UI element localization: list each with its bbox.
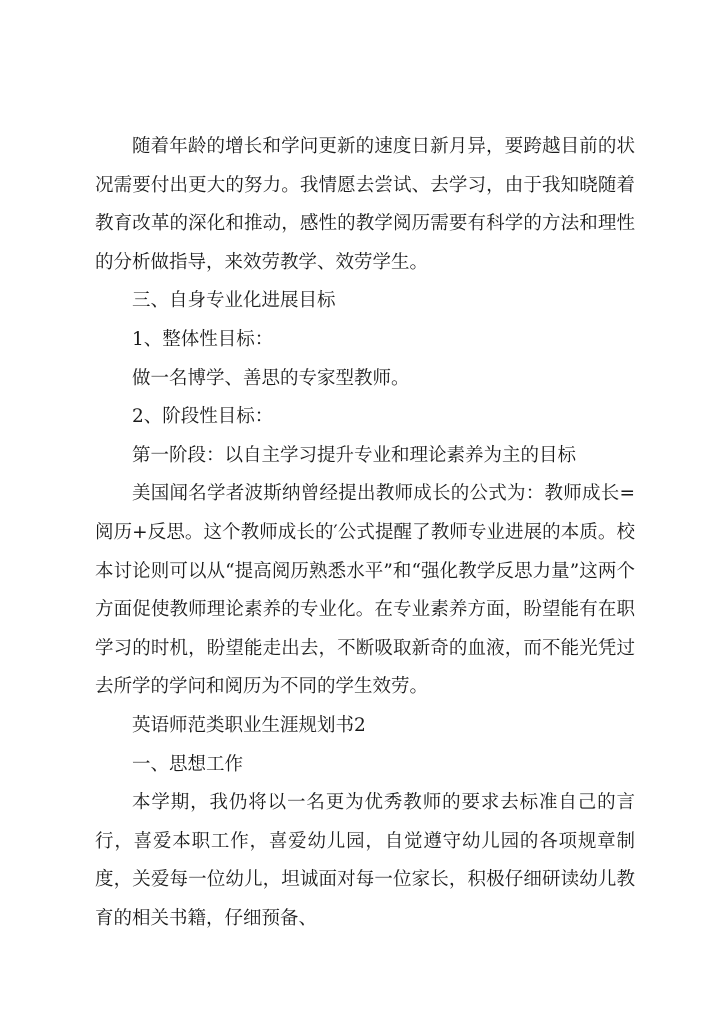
section-heading-professional-goals: 三、自身专业化进展目标 <box>132 290 336 312</box>
paragraph-semester-plan: 本学期，我仍将以一名更为优秀教师的要求去标准自己的言行，喜爱本职工作，喜爱幼儿园，自觉遵守幼儿园的各项规章制度，关爱每一位幼儿，坦诚面对每一位家长，积极仔细研读幼儿教育的相关书籍，仔细预备、 <box>95 792 635 929</box>
paragraph-stage-one: 第一阶段：以自主学习提升专业和理论素养为主的目标 <box>132 444 577 466</box>
document-body <box>95 128 635 938</box>
section-heading-ideology: 一、思想工作 <box>132 753 244 775</box>
paragraph-intro: 随着年龄的增长和学问更新的速度日新月异，要跨越目前的状况需要付出更大的努力。我情愿去尝试、去学习，由于我知晓随着教育改革的深化和推动，感性的教学阅历需要有科学的方法和理性的分析做指导，来效劳教学、效劳学生。 <box>95 136 635 273</box>
paragraph-overall-goal: 做一名博学、善思的专家型教师。 <box>132 367 410 389</box>
paragraph-teacher-growth: 美国闻名学者波斯纳曾经提出教师成长的公式为：教师成长=阅历+反思。这个教师成长的′公式提醒了教师专业进展的本质。校本讨论则可以从“提高阅历熟悉水平”和“强化教学反思力量”这两个方面促使教师理论素养的专业化。在专业素养方面，盼望能有在职学习的时机，盼望能走出去，不断吸取新奇的血液，而不能光凭过去所学的学问和阅历为不同的学生效劳。 <box>95 483 635 698</box>
subheading-stage-goal: 2、阶段性目标： <box>132 406 274 428</box>
subheading-overall-goal: 1、整体性目标： <box>132 328 274 350</box>
document-title-2: 英语师范类职业生涯规划书2 <box>132 714 366 736</box>
